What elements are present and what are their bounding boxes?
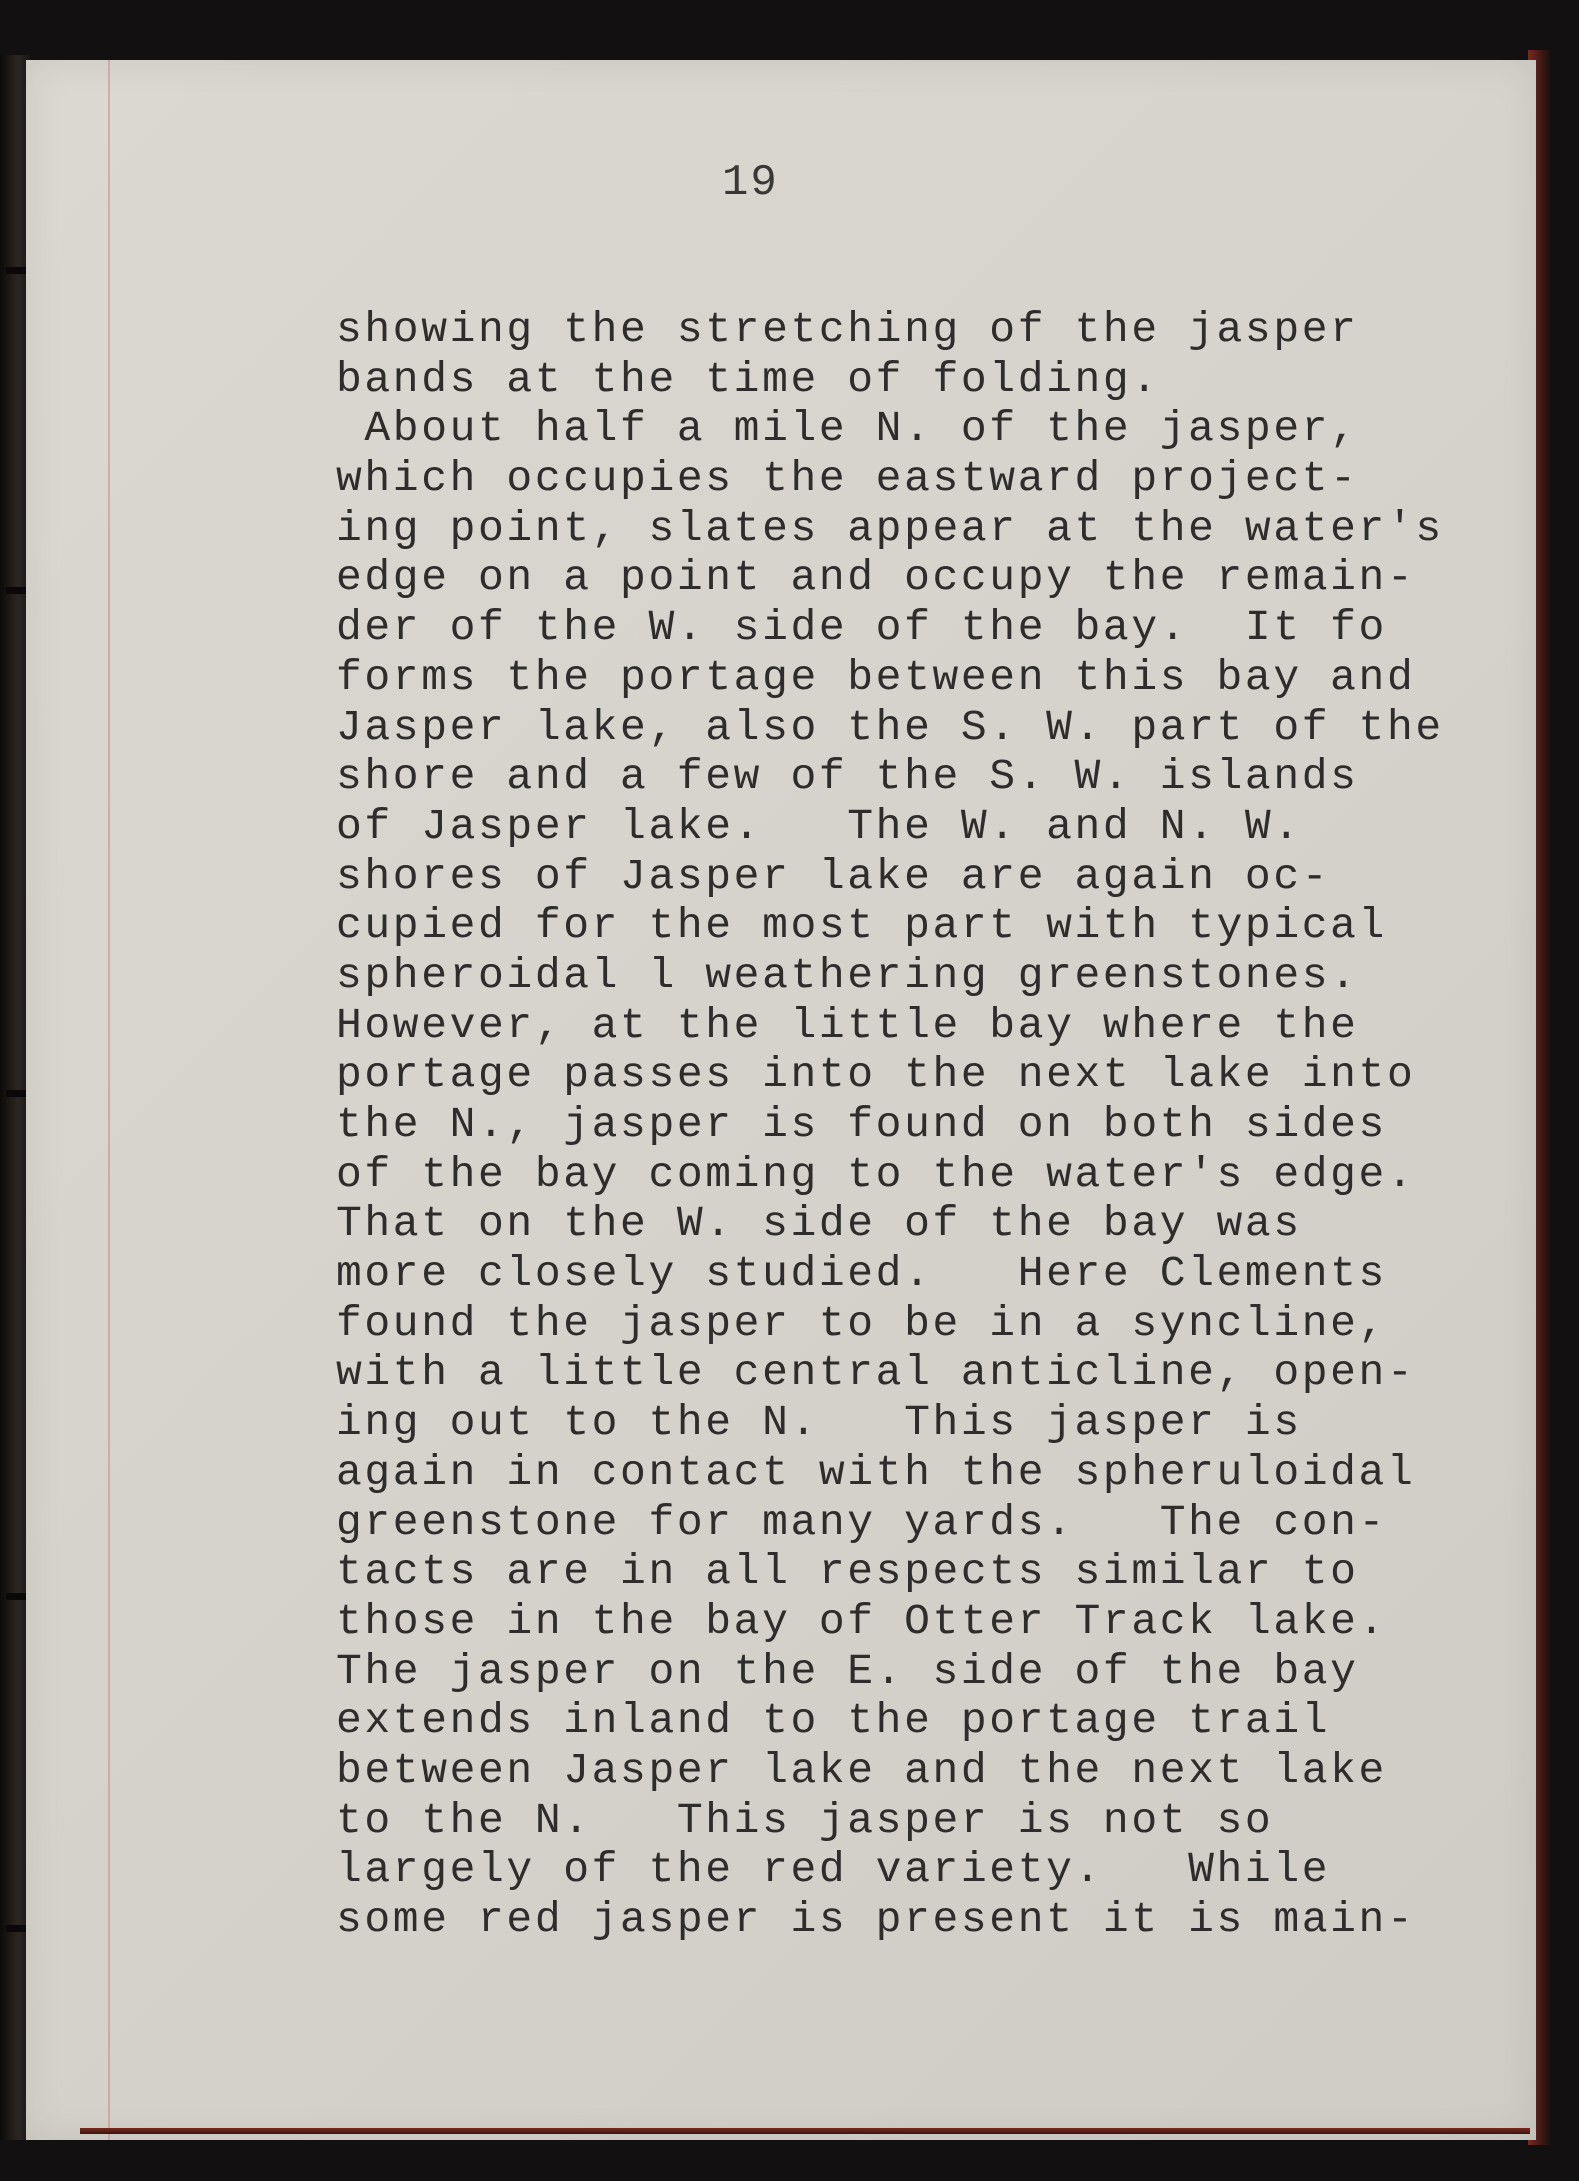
text-line: shores of Jasper lake are again oc- (336, 851, 1331, 901)
text-line: Jasper lake, also the S. W. part of the (336, 702, 1444, 752)
text-line: portage passes into the next lake into (336, 1050, 1416, 1100)
text-line: of Jasper lake. The W. and N. W. (336, 801, 1302, 851)
text-line: to the N. This jasper is not so (336, 1795, 1274, 1845)
text-line: again in contact with the spheruloidal (336, 1447, 1416, 1497)
text-line: showing the stretching of the jasper (336, 305, 1359, 354)
text-line: spheroidal l weathering greenstones. (336, 950, 1359, 1000)
text-line: However, at the little bay where the (336, 1000, 1359, 1050)
page-number: 19 (722, 158, 779, 208)
text-line: cupied for the most part with typical (336, 901, 1387, 951)
text-line: extends inland to the portage trail (336, 1696, 1331, 1746)
text-line: forms the portage between this bay and (336, 652, 1416, 702)
text-line: between Jasper lake and the next lake (336, 1745, 1387, 1795)
text-line: largely of the red variety. While (336, 1845, 1331, 1895)
margin-rule (108, 60, 110, 2140)
text-line: ing point, slates appear at the water's (336, 503, 1444, 553)
text-line: der of the W. side of the bay. It fo (336, 603, 1387, 653)
text-line: found the jasper to be in a syncline, (336, 1298, 1387, 1348)
text-line: tacts are in all respects similar to (336, 1547, 1359, 1597)
text-line: ing out to the N. This jasper is (336, 1398, 1302, 1448)
text-line: edge on a point and occupy the remain- (336, 553, 1416, 603)
text-line: greenstone for many yards. The con- (336, 1497, 1387, 1547)
text-line: with a little central anticline, open- (336, 1348, 1416, 1398)
text-line: bands at the time of folding. (336, 354, 1160, 404)
text-line: more closely studied. Here Clements (336, 1249, 1387, 1299)
text-line: The jasper on the E. side of the bay (336, 1646, 1359, 1696)
text-line: of the bay coming to the water's edge. (336, 1149, 1416, 1199)
text-line: That on the W. side of the bay was (336, 1199, 1302, 1249)
typed-body-text (336, 305, 1516, 1945)
text-line: shore and a few of the S. W. islands (336, 752, 1359, 802)
text-line: About half a mile N. of the jasper, (336, 404, 1359, 454)
page-bottom-edge (80, 2128, 1530, 2134)
text-line: some red jasper is present it is main- (336, 1895, 1416, 1944)
text-line: those in the bay of Otter Track lake. (336, 1596, 1387, 1646)
text-line: the N., jasper is found on both sides (336, 1100, 1387, 1149)
text-line: which occupies the eastward project- (336, 454, 1359, 504)
